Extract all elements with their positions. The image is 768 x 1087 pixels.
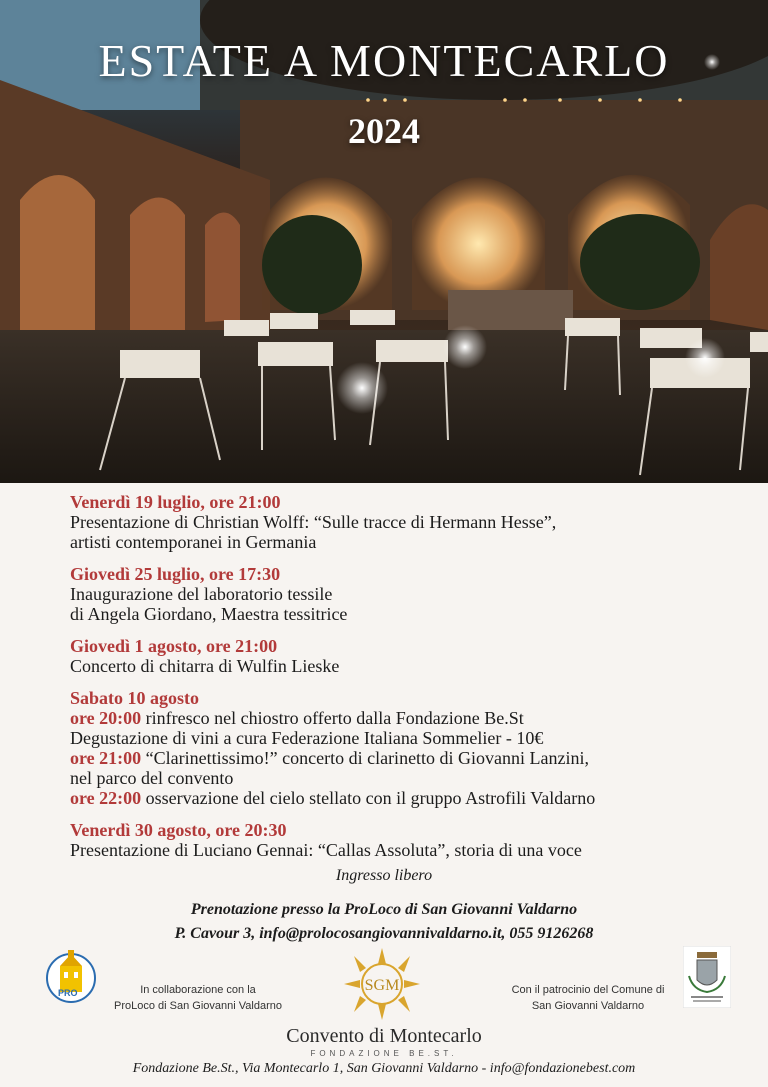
event-item (70, 492, 710, 552)
footer-address: Fondazione Be.St., Via Montecarlo 1, San Giovanni Valdarno - info@fondazionebest.com (132, 1061, 636, 1076)
event-date: Venerdì 19 luglio, ore 21:00 (70, 492, 281, 512)
event-description: artisti contemporanei in Germania (70, 532, 317, 552)
collaboration-text (108, 982, 288, 1014)
patronage-line: San Giovanni Valdarno (531, 1000, 645, 1012)
event-text: nel parco del convento (70, 768, 234, 788)
event-schedule-line (70, 728, 710, 748)
year-label: 2024 (348, 111, 420, 151)
event-schedule-line (70, 708, 710, 728)
event-date: Sabato 10 agosto (70, 688, 200, 708)
event-date: Venerdì 30 agosto, ore 20:30 (70, 820, 287, 840)
free-entry-label: Ingresso libero (335, 867, 433, 884)
event-schedule-line (70, 768, 710, 788)
collaboration-line: In collaborazione con la (140, 984, 256, 996)
proloco-logo-text: PRO (58, 988, 78, 998)
patronage-text (498, 982, 678, 1014)
event-description: di Angela Giordano, Maestra tessitrice (70, 604, 348, 624)
event-item (70, 820, 710, 860)
booking-contact-line: P. Cavour 3, info@prolocosangiovannivaldarno.it, 055 9126268 (174, 925, 594, 942)
event-schedule-line (70, 788, 710, 808)
event-time: ore 20:00 (70, 708, 142, 728)
event-description: Concerto di chitarra di Wulfin Lieske (70, 656, 340, 676)
event-time: ore 21:00 (70, 748, 142, 768)
page-title: ESTATE A MONTECARLO (98, 35, 670, 86)
convento-name: Convento di Montecarlo (286, 1025, 482, 1047)
proloco-logo (46, 946, 96, 1010)
collaboration-line: ProLoco di San Giovanni Valdarno (114, 1000, 282, 1012)
event-description: Presentazione di Luciano Gennai: “Callas Assoluta”, storia di una voce (70, 840, 582, 860)
event-item (70, 636, 710, 676)
event-date: Giovedì 25 luglio, ore 17:30 (70, 564, 281, 584)
seal-monogram: SGM (364, 977, 400, 994)
events-list (70, 492, 710, 872)
comune-crest-logo (683, 946, 731, 1008)
event-description: Presentazione di Christian Wolff: “Sulle tracce di Hermann Hesse”, (70, 512, 557, 532)
convento-subtitle: FONDAZIONE BE.ST. (310, 1049, 458, 1058)
event-item (70, 564, 710, 624)
convento-seal-logo (344, 948, 420, 1020)
event-schedule-line (70, 748, 710, 768)
event-description: Inaugurazione del laboratorio tessile (70, 584, 333, 604)
event-date: Giovedì 1 agosto, ore 21:00 (70, 636, 278, 656)
event-time: ore 22:00 (70, 788, 142, 808)
event-item (70, 688, 710, 808)
patronage-line: Con il patrocinio del Comune di (511, 984, 665, 996)
event-text: Degustazione di vini a cura Federazione Italiana Sommelier - 10€ (70, 728, 544, 748)
booking-line: Prenotazione presso la ProLoco di San Giovanni Valdarno (190, 901, 578, 918)
hero-photo (0, 0, 768, 483)
booking-info (0, 898, 768, 946)
event-text: rinfresco nel chiostro offerto dalla Fondazione Be.St (141, 708, 524, 728)
event-text: osservazione del cielo stellato con il gruppo Astrofili Valdarno (141, 788, 596, 808)
event-text: “Clarinettissimo!” concerto di clarinetto di Giovanni Lanzini, (141, 748, 590, 768)
